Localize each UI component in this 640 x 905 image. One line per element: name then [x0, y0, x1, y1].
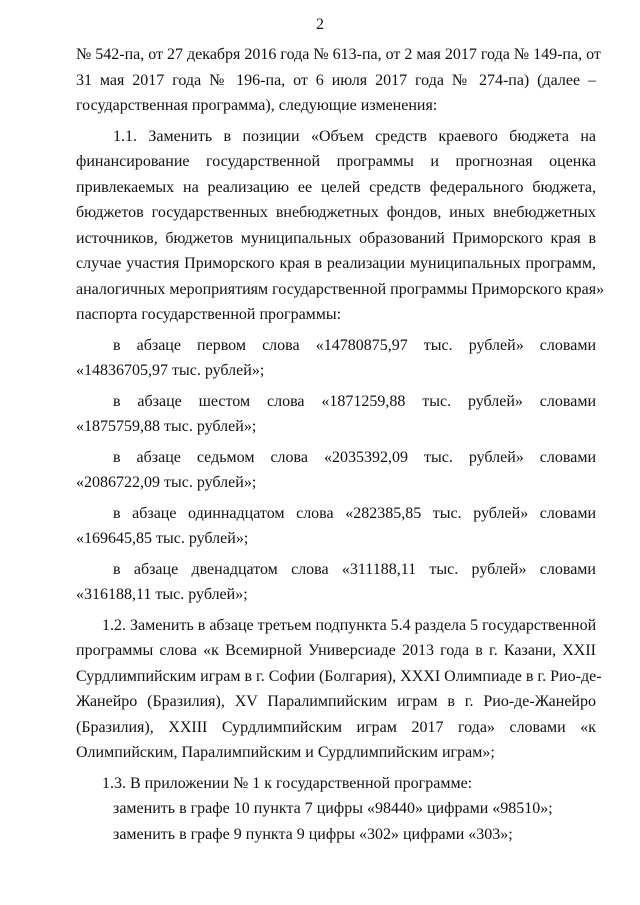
- text-line: Жанейро (Бразилия), XV Паралимпийским играм в г. Рио-де-Жанейро: [76, 693, 596, 710]
- text-line: бюджетов государственных внебюджетных фондов, иных внебюджетных: [76, 204, 596, 221]
- text-line: в абзаце седьмом слова «2035392,09 тыс. рублей» словами: [113, 448, 596, 466]
- text-line: в абзаце шестом слова «1871259,88 тыс. рублей» словами: [113, 392, 596, 410]
- text-line: случае участия Приморского края в реализации муниципальных программ,: [76, 255, 596, 272]
- text-line: Олимпийским, Паралимпийским и Сурдлимпийским играм»;: [76, 744, 495, 761]
- text-line: «2086722,09 тыс. рублей»;: [76, 474, 257, 491]
- text-line: в абзаце одиннадцатом слова «282385,85 тыс. рублей» словами: [113, 504, 596, 522]
- text-line: «14836705,97 тыс. рублей»;: [76, 362, 265, 379]
- text-line: Сурдлимпийским играм в г. Софии (Болгария), XXXI Олимпиаде в г. Рио-де-: [76, 667, 602, 685]
- text-line: в абзаце двенадцатом слова «311188,11 тыс. рублей» словами: [113, 560, 596, 578]
- text-line: «1875759,88 тыс. рублей»;: [76, 418, 257, 435]
- text-line: в абзаце первом слова «14780875,97 тыс. рублей» словами: [113, 336, 596, 354]
- text-line: 1.1. Заменить в позиции «Объем средств краевого бюджета на: [113, 127, 596, 145]
- text-line: 1.3. В приложении № 1 к государственной программе:: [102, 774, 473, 792]
- text-line: аналогичных мероприятиям государственной программы Приморского края»: [76, 280, 605, 298]
- text-line: 1.2. Заменить в абзаце третьем подпункта 5.4 раздела 5 государственной: [102, 616, 597, 634]
- text-line: «169645,85 тыс. рублей»;: [76, 530, 249, 547]
- text-line: паспорта государственной программы:: [76, 306, 342, 323]
- page-number: 2: [316, 16, 324, 33]
- text-line: источников, бюджетов муниципальных образований Приморского края в: [76, 229, 596, 247]
- text-line: (Бразилия), XXIII Сурдлимпийским играм 2017 года» словами «к: [76, 718, 596, 736]
- text-line: государственная программа), следующие изменения:: [76, 97, 438, 114]
- text-line: заменить в графе 10 пункта 7 цифры «98440» цифрами «98510»;: [113, 800, 553, 817]
- text-line: программы слова «к Всемирной Универсиаде 2013 года в г. Казани, XXII: [76, 642, 596, 659]
- text-line: № 542-па, от 27 декабря 2016 года № 613-па, от 2 мая 2017 года № 149-па, от: [76, 46, 601, 63]
- text-line: «316188,11 тыс. рублей»;: [76, 586, 248, 603]
- text-line: финансирование государственной программы и прогнозная оценка: [76, 153, 596, 170]
- text-line: привлекаемых на реализацию ее целей средств федерального бюджета,: [76, 178, 596, 196]
- document-body: [76, 42, 605, 847]
- text-line: 31 мая 2017 года № 196-па, от 6 июля 2017 года № 274-па) (далее –: [76, 71, 596, 89]
- text-line: заменить в графе 9 пункта 9 цифры «302» цифрами «303»;: [113, 825, 513, 843]
